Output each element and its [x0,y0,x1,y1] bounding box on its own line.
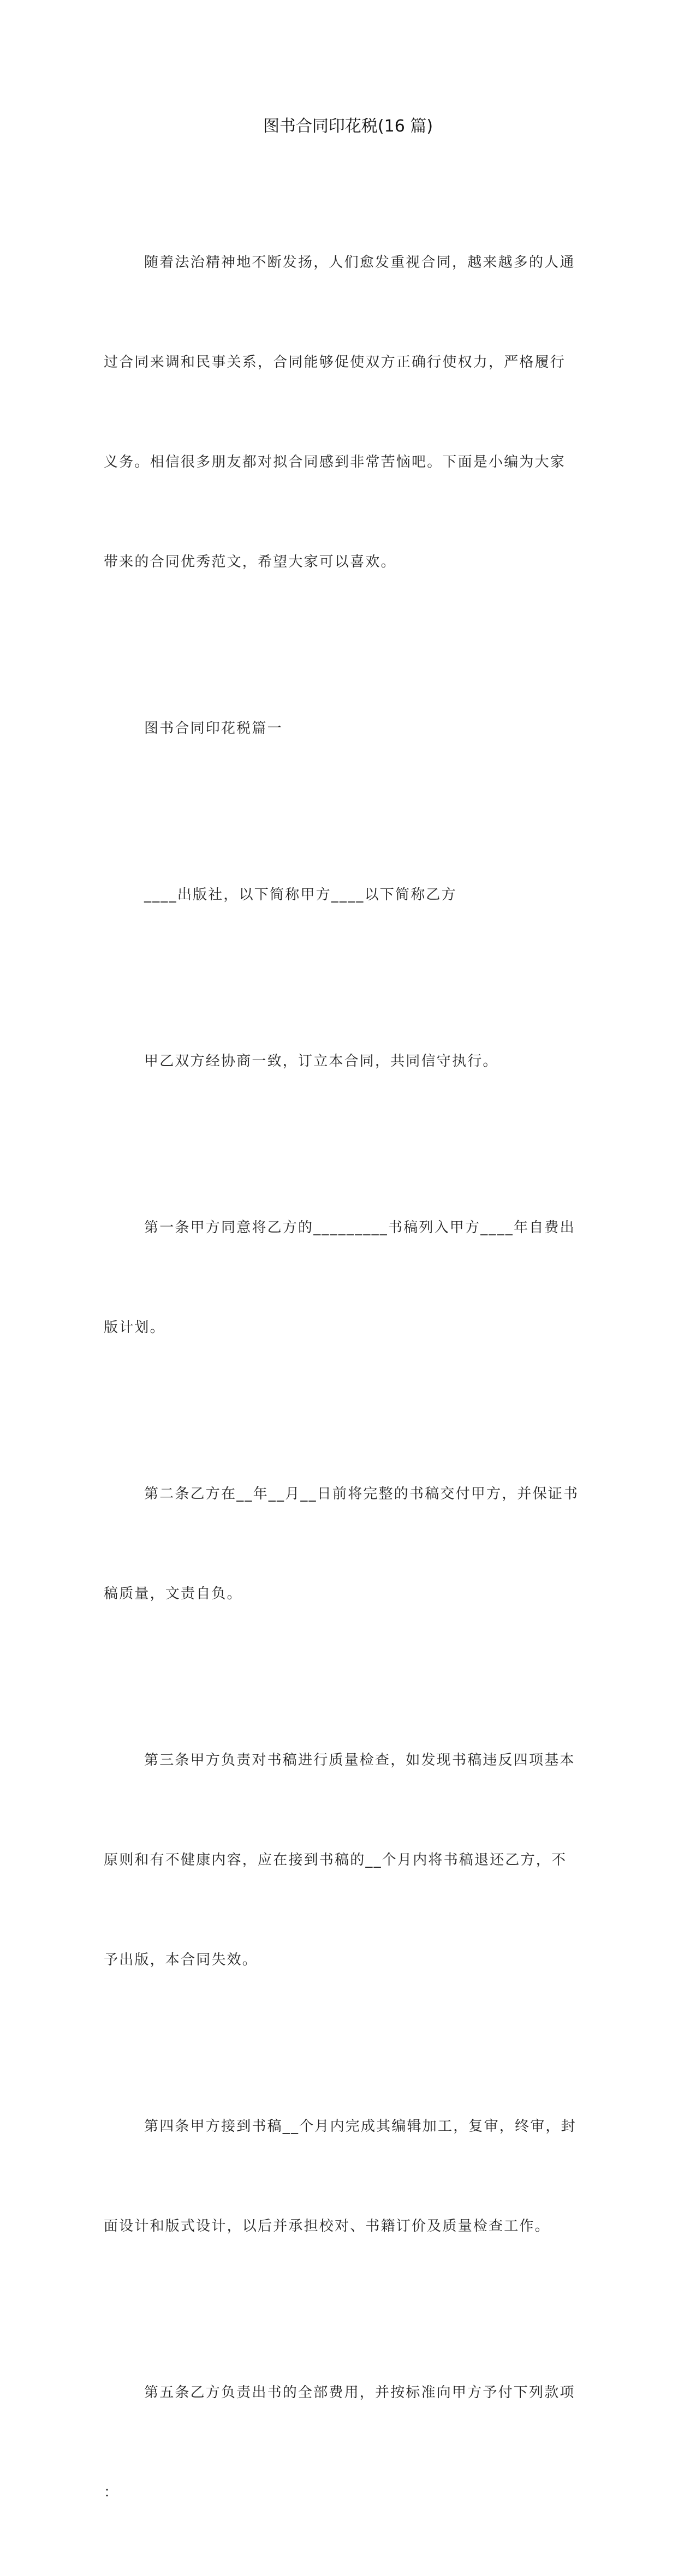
text-line: 图书合同印花税篇一 [144,720,283,737]
section-heading [104,646,590,812]
document-title: 图书合同印花税(16 篇) [263,117,433,136]
text-line: 第二条乙方在__年__月__日前将完整的书稿交付甲方，并保证书 [144,1486,579,1502]
text-line: 第三条甲方负责对书稿进行质量检查，如发现书稿违反四项基本 [144,1752,575,1768]
clause-5 [104,2310,590,2576]
text-line: 予出版，本合同失效。 [104,1952,258,1968]
text-line: 第五条乙方负责出书的全部费用，并按标准向甲方予付下列款项 [144,2384,575,2401]
clause-3 [104,1677,590,2043]
paragraph-agreement [104,978,590,1145]
text-line: 稿质量，文责自负。 [104,1586,242,1602]
document-body [104,180,590,2576]
paragraph-parties [104,812,590,978]
text-line: 第一条甲方同意将乙方的_________书稿列入甲方____年自费出 [144,1220,575,1236]
text-line: 义务。相信很多朋友都对拟合同感到非常苦恼吧。下面是小编为大家 [104,454,566,470]
clause-4 [104,2043,590,2310]
clause-1 [104,1145,590,1411]
text-line: 带来的合同优秀范文，希望大家可以喜欢。 [104,554,396,570]
text-line: 原则和有不健康内容，应在接到书稿的__个月内将书稿退还乙方，不 [104,1852,567,1868]
text-line: ____出版社，以下简称甲方____以下简称乙方 [144,887,457,903]
paragraph-intro [104,180,590,646]
text-line: 面设计和版式设计，以后并承担校对、书籍订价及质量检查工作。 [104,2218,550,2234]
text-line: 版计划。 [104,1319,165,1336]
clause-2 [104,1411,590,1677]
text-line: 甲乙双方经协商一致，订立本合同，共同信守执行。 [144,1053,498,1069]
text-line: ： [104,2484,120,2501]
text-line: 过合同来调和民事关系，合同能够促使双方正确行使权力，严格履行 [104,354,566,370]
text-line: 第四条甲方接到书稿__个月内完成其编辑加工，复审，终审，封 [144,2118,576,2135]
text-line: 随着法治精神地不断发扬，人们愈发重视合同，越来越多的人通 [144,254,575,271]
